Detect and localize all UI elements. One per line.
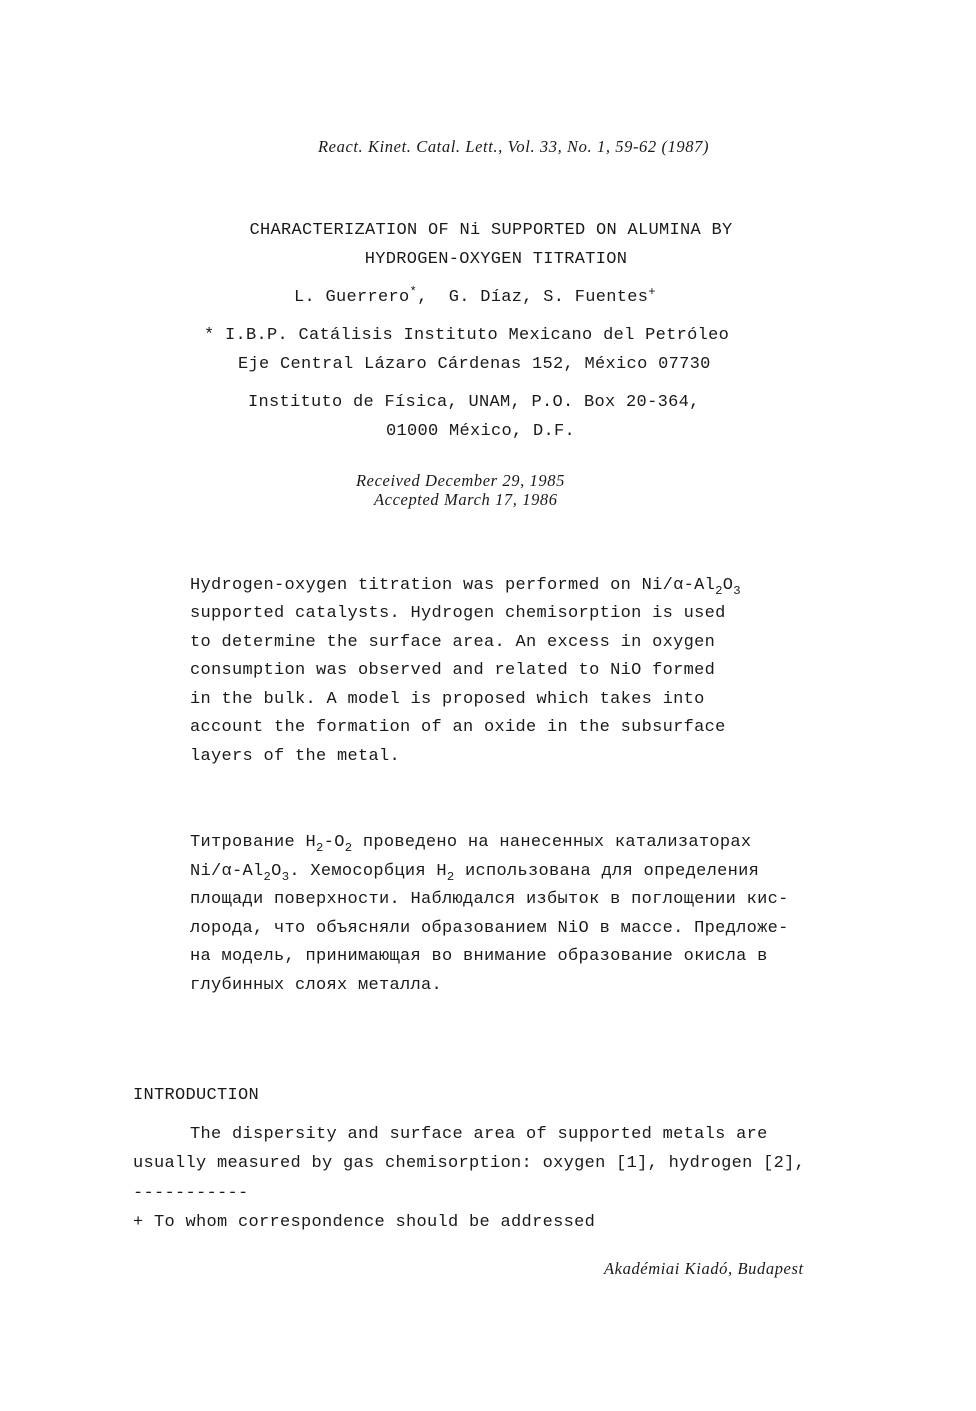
abstract-ru-line-3: площади поверхности. Наблюдался избыток в поглощении кис- [190,890,789,909]
abstract-en-line-6: account the formation of an oxide in the subsurface [190,718,726,737]
intro-line-1: The dispersity and surface area of supported metals are [190,1125,768,1144]
author-separator: , [417,288,428,307]
affiliation-1-line-1: * I.B.P. Catálisis Instituto Mexicano del Petróleo [204,326,730,345]
title-line-2: HYDROGEN-OXYGEN TITRATION [364,250,628,269]
abstract-ru-line-5: на модель, принимающая во внимание образование окисла в [190,947,768,966]
abstract-ru-line-4: лорода, что объясняли образованием NiO в массе. Предложе- [190,919,789,938]
abstract-en-line-2: supported catalysts. Hydrogen chemisorption is used [190,604,726,623]
abstract-ru-line-1: Титрование $H_2-O_2$ проведено на нанесенных катализаторах [190,833,752,855]
abstract-ru-line-2: $Ni/\alpha-Al_2O_3$. Хемосорбция $H_2$ использована для определения [190,862,760,884]
abstract-en-line-4: consumption was observed and related to NiO formed [190,661,716,680]
author-1: L. Guerrero [294,288,410,307]
author-1-mark: * [409,285,418,299]
footnote-rule: ----------- [133,1184,249,1203]
footnote-text: + To whom correspondence should be addressed [133,1213,596,1232]
affiliation-2-line-2: 01000 México, D.F. [386,422,576,441]
title-line-1: CHARACTERIZATION OF Ni SUPPORTED ON ALUMINA BY [249,221,733,240]
abstract-en-line-1: Hydrogen-oxygen titration was performed on $Ni/\alpha-Al_2O_3$ [190,576,741,598]
section-heading-introduction: INTRODUCTION [133,1086,260,1105]
abstract-en-line-3: to determine the surface area. An excess in oxygen [190,633,716,652]
abstract-ru-line-6: глубинных слоях металла. [190,976,443,995]
accepted-date: Accepted March 17, 1986 [374,490,558,509]
journal-citation: React. Kinet. Catal. Lett., Vol. 33, No. 1, 59-62 (1987) [318,137,710,156]
authors [294,285,656,307]
intro-line-2: usually measured by gas chemisorption: oxygen [1], hydrogen [2], [133,1154,806,1173]
author-3-mark: + [648,285,656,299]
publisher-imprint: Akadémiai Kiadó, Budapest [604,1259,804,1278]
received-date: Received December 29, 1985 [356,471,565,490]
abstract-en-line-5: in the bulk. A model is proposed which takes into [190,690,705,709]
affiliation-2-line-1: Instituto de Física, UNAM, P.O. Box 20-364, [248,393,700,412]
authors-rest: G. Díaz, S. Fuentes [448,288,649,307]
affiliation-1-line-2: Eje Central Lázaro Cárdenas 152, México 07730 [238,355,711,374]
abstract-en-line-7: layers of the metal. [190,747,401,766]
